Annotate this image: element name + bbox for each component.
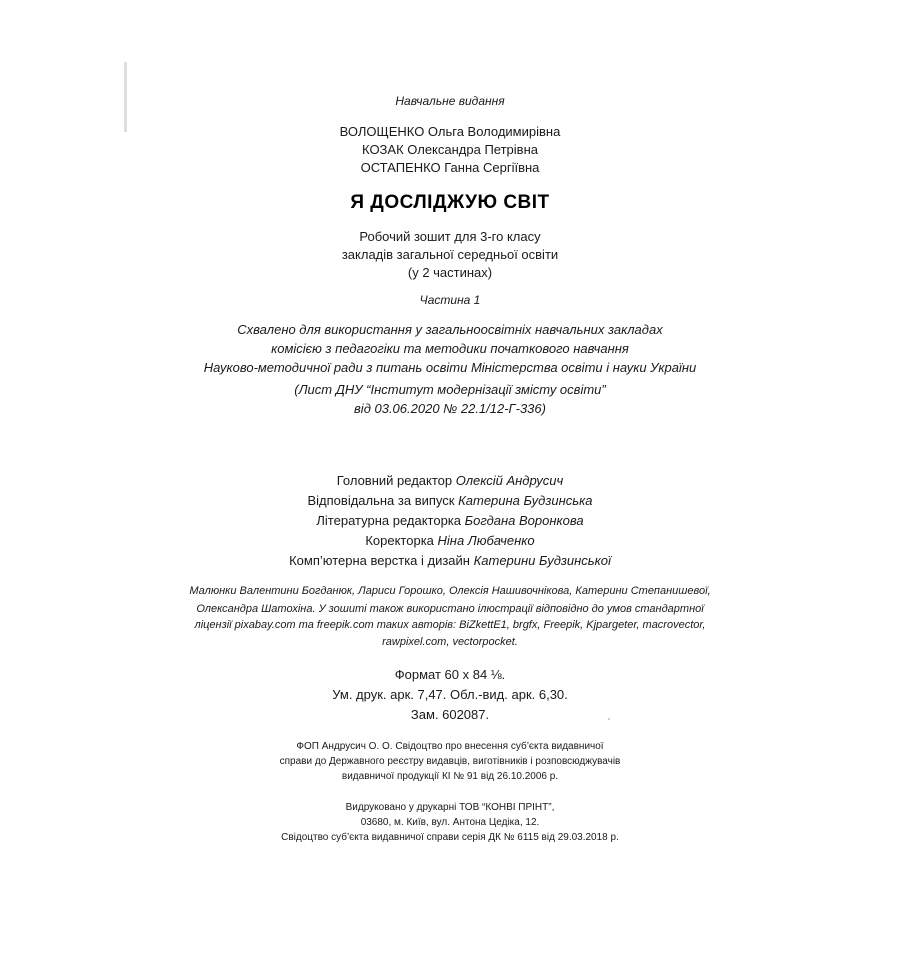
staff-name: Ніна Любаченко <box>437 533 535 548</box>
publisher-line-1: ФОП Андрусич О. О. Свідоцтво про внесення суб’єкта видавничої <box>296 741 604 752</box>
staff-role: Коректорка <box>365 533 434 548</box>
approval-line-1: Схвалено для використання у загальноосвітніх навчальних закладах <box>237 322 663 337</box>
staff-name: Богдана Воронкова <box>464 513 584 528</box>
staff-role: Комп’ютерна верстка і дизайн <box>289 553 470 568</box>
edition-type: Навчальне видання <box>395 94 505 108</box>
staff-role: Відповідальна за випуск <box>307 493 455 508</box>
book-title: Я ДОСЛІДЖУЮ СВІТ <box>350 192 550 213</box>
staff-name: Олексій Андрусич <box>455 473 564 488</box>
illustrations-line-4: rawpixel.com, vectorpocket. <box>382 636 518 648</box>
illustrations-line-1: Малюнки Валентини Богданюк, Лариси Горошко, Олексія Нашивочнікова, Катерини Степанишевої, <box>189 585 711 597</box>
approval-line-3: Науково-методичної ради з питань освіти Міністерства освіти і науки України <box>203 360 697 375</box>
letter-line-1: (Лист ДНУ “Інститут модернізації змісту освіти” <box>294 382 606 397</box>
letter-line-2: від 03.06.2020 № 22.1/12-Г-336) <box>354 401 546 416</box>
staff-responsible <box>0 493 900 508</box>
staff-name: Катерина Будзинська <box>458 493 593 508</box>
staff-name: Катерини Будзинської <box>473 553 611 568</box>
printer-line-1: Видруковано у друкарні ТОВ “КОНВІ ПРІНТ”, <box>345 802 555 813</box>
author-3: ОСТАПЕНКО Ганна Сергіївна <box>360 160 540 175</box>
format-line: Формат 60 х 84 ⅛. <box>394 667 506 682</box>
staff-role: Головний редактор <box>336 473 453 488</box>
scan-speck <box>608 718 610 720</box>
subtitle-line-3: (у 2 частинах) <box>407 265 493 280</box>
order-line: Зам. 602087. <box>410 707 490 722</box>
author-1: ВОЛОЩЕНКО Ольга Володимирівна <box>339 124 561 139</box>
staff-chief-editor <box>0 473 900 488</box>
illustrations-line-2: Олександра Шатохіна. У зошиті також використано ілюстрації відповідно до умов стандартної <box>196 603 704 615</box>
printer-line-2: 03680, м. Київ, вул. Антона Цедіка, 12. <box>360 817 540 828</box>
publisher-line-2: справи до Державного реєстру видавців, виготівників і розповсюджувачів <box>279 756 621 767</box>
publisher-line-3: видавничої продукції КІ № 91 від 26.10.2006 р. <box>341 771 559 782</box>
part-label: Частина 1 <box>419 293 481 307</box>
staff-proofreader <box>0 533 900 548</box>
staff-literary-editor <box>0 513 900 528</box>
staff-role: Літературна редакторка <box>316 513 462 528</box>
author-2: КОЗАК Олександра Петрівна <box>362 142 538 157</box>
printer-line-3: Свідоцтво суб’єкта видавничої справи серія ДК № 6115 від 29.03.2018 р. <box>281 832 619 843</box>
subtitle-line-1: Робочий зошит для 3-го класу <box>359 229 541 244</box>
staff-layout-design <box>0 553 900 568</box>
approval-line-2: комісією з педагогіки та методики початкового навчання <box>271 341 629 356</box>
illustrations-line-3: ліцензії pixabay.com та freepik.com таких авторів: BiZkettE1, brgfx, Freepik, Kjpargeter, macrovector, <box>194 619 706 631</box>
sheets-line: Ум. друк. арк. 7,47. Обл.-вид. арк. 6,30. <box>332 687 568 702</box>
subtitle-line-2: закладів загальної середньої освіти <box>341 247 559 262</box>
